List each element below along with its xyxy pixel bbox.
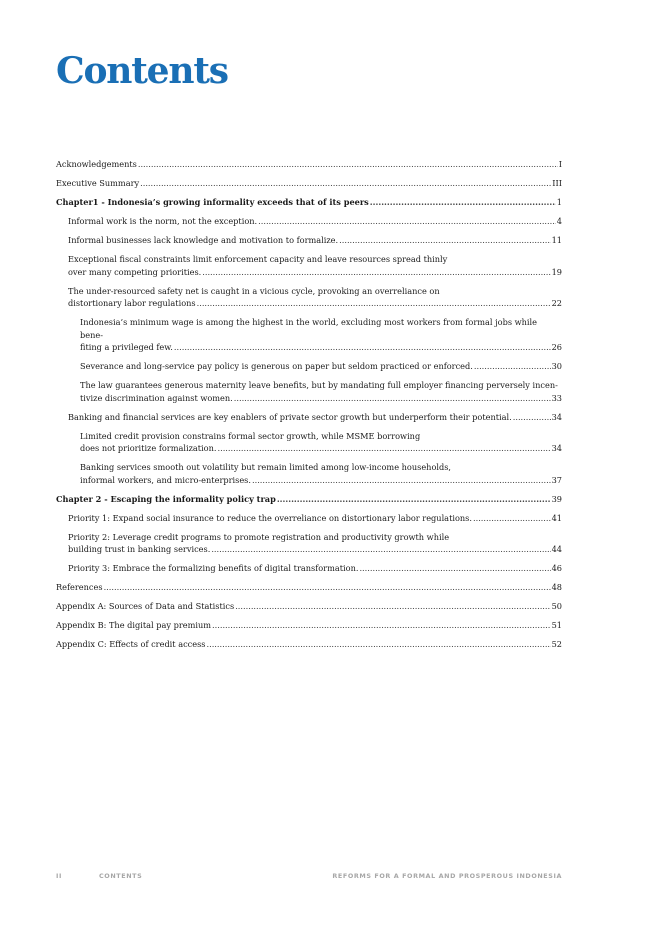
toc-page-number: 26: [551, 342, 562, 352]
toc-entry-text: References: [56, 582, 103, 592]
dot-leader: [258, 215, 556, 228]
dot-leader: [235, 600, 550, 613]
toc-entry[interactable]: [56, 285, 562, 310]
toc-entry-text: Chapter 2 - Escaping the informality policy trap: [56, 493, 276, 504]
toc-page-number: 30: [551, 361, 562, 371]
toc-entry-text: Banking services smooth out volatility but remain limited among low-income households,: [80, 462, 452, 472]
dot-leader: [277, 493, 551, 506]
dot-leader: [140, 177, 551, 190]
dot-leader: [234, 392, 551, 405]
toc-entry[interactable]: [56, 411, 562, 424]
toc-entry[interactable]: [56, 234, 562, 247]
toc-entry-text: building trust in banking services.: [68, 544, 211, 554]
toc-entry[interactable]: [56, 638, 562, 651]
toc-entry-text: Informal businesses lack knowledge and motivation to formalize.: [68, 235, 339, 245]
toc-entry[interactable]: [56, 158, 562, 171]
dot-leader: [359, 562, 550, 575]
dot-leader: [339, 234, 550, 247]
toc-entry[interactable]: [56, 215, 562, 228]
table-of-contents: [56, 158, 562, 657]
toc-entry-text: informal workers, and micro-enterprises.: [80, 474, 251, 485]
toc-entry[interactable]: [56, 600, 562, 613]
toc-entry-text: tivize discrimination against women.: [80, 392, 233, 403]
toc-entry[interactable]: [56, 531, 562, 556]
toc-page-number: 33: [551, 392, 562, 403]
toc-entry-text: Appendix B: The digital pay premium: [56, 620, 212, 630]
toc-entry-text: over many competing priorities.: [68, 266, 202, 277]
toc-entry-text: Exceptional fiscal constraints limit enforcement capacity and leave resources spread thinly: [68, 254, 448, 264]
toc-page-number: 37: [551, 474, 562, 485]
toc-page-number: 11: [551, 235, 562, 245]
toc-entry[interactable]: [56, 619, 562, 632]
toc-entry-text: The under-resourced safety net is caught in a vicious cycle, provoking an overreliance on: [68, 285, 440, 296]
toc-entry-text: Severance and long-service pay policy is generous on paper but seldom practiced or enforced.: [80, 361, 473, 371]
dot-leader: [473, 512, 551, 525]
toc-entry-text: Banking and financial services are key enablers of private sector growth but underperform their potential.: [68, 411, 512, 422]
toc-page-number: 39: [551, 493, 562, 504]
toc-entry[interactable]: [56, 177, 562, 190]
toc-entry-text: Priority 3: Embrace the formalizing benefits of digital transformation.: [68, 563, 359, 573]
dot-leader: [211, 543, 550, 556]
toc-entry-text: Executive Summary: [56, 178, 140, 188]
dot-leader: [370, 196, 556, 209]
toc-page-number: 19: [551, 266, 562, 277]
toc-entry-text: The law guarantees generous maternity leave benefits, but by mandating full employer financing perversely incen-: [80, 380, 558, 390]
toc-entry[interactable]: [56, 253, 562, 278]
toc-entry[interactable]: [56, 493, 562, 506]
toc-page-number: 4: [556, 216, 562, 226]
dot-leader: [218, 442, 551, 455]
toc-page-number: 1: [556, 197, 562, 207]
toc-entry[interactable]: [56, 430, 562, 455]
toc-page-number: 41: [551, 512, 562, 523]
dot-leader: [197, 297, 551, 310]
toc-page-number: 50: [551, 601, 562, 611]
toc-entry-text: Priority 2: Leverage credit programs to promote registration and productivity growth while: [68, 531, 450, 542]
dot-leader: [474, 360, 551, 373]
toc-entry-text: Informal work is the norm, not the exception.: [68, 216, 258, 226]
toc-page-number: 51: [551, 620, 562, 630]
dot-leader: [174, 341, 551, 354]
footer-section-label: CONTENTS: [99, 872, 143, 880]
toc-entry-text: Limited credit provision constrains formal sector growth, while MSME borrowing: [80, 430, 421, 441]
toc-page-number: 48: [551, 582, 562, 592]
dot-leader: [212, 619, 551, 632]
page-footer: [56, 872, 562, 882]
footer-page-number: II: [56, 872, 62, 880]
toc-entry-text: Chapter1 - Indonesia’s growing informality exceeds that of its peers: [56, 197, 369, 207]
toc-page-number: 46: [551, 563, 562, 573]
toc-entry-text: Indonesia’s minimum wage is among the highest in the world, excluding most workers from formal jobs while bene-: [80, 317, 537, 340]
toc-entry[interactable]: [56, 316, 562, 354]
toc-entry[interactable]: [56, 360, 562, 373]
toc-entry-text: fiting a privileged few.: [80, 342, 173, 352]
toc-page-number: 52: [551, 639, 562, 649]
toc-entry-text: does not prioritize formalization.: [80, 443, 217, 453]
page-title: Contents: [56, 50, 228, 92]
footer-running-title: REFORMS FOR A FORMAL AND PROSPEROUS INDONESIA: [332, 872, 562, 880]
toc-entry-text: Appendix C: Effects of credit access: [56, 639, 206, 649]
dot-leader: [207, 638, 551, 651]
toc-entry-text: distortionary labor regulations: [68, 298, 196, 308]
toc-page-number: 34: [551, 443, 562, 453]
toc-entry[interactable]: [56, 461, 562, 486]
toc-entry[interactable]: [56, 379, 562, 404]
toc-entry-text: Priority 1: Expand social insurance to reduce the overreliance on distortionary labor regulations.: [68, 512, 472, 523]
dot-leader: [202, 266, 550, 279]
toc-page-number: 34: [551, 411, 562, 422]
toc-entry-text: Appendix A: Sources of Data and Statistics: [56, 601, 235, 611]
toc-entry[interactable]: [56, 562, 562, 575]
toc-page-number: 44: [551, 544, 562, 554]
toc-entry[interactable]: [56, 196, 562, 209]
toc-page-number: III: [552, 178, 562, 188]
toc-page-number: I: [558, 159, 562, 169]
toc-page-number: 22: [551, 298, 562, 308]
dot-leader: [138, 158, 558, 171]
dot-leader: [252, 474, 551, 487]
dot-leader: [104, 581, 551, 594]
dot-leader: [513, 411, 551, 424]
toc-entry-text: Acknowledgements: [56, 159, 137, 169]
toc-entry[interactable]: [56, 512, 562, 525]
toc-entry[interactable]: [56, 581, 562, 594]
